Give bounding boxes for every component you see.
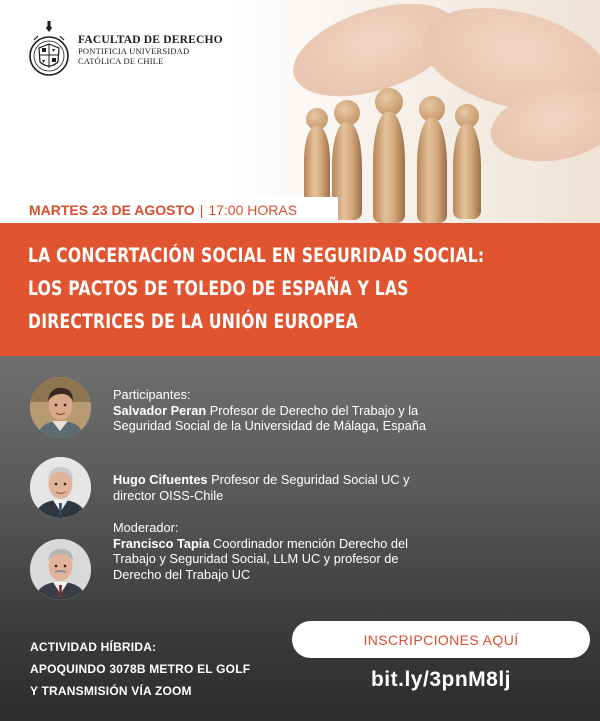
event-title-line: LA CONCERTACIÓN SOCIAL EN SEGURIDAD SOCIAL: [28,244,485,267]
wooden-figure [370,88,408,223]
speaker-name: Hugo Cifuentes [113,472,208,487]
activity-info [30,636,250,702]
speaker-description: Profesor de Seguridad Social UC y director OISS-Chile [113,472,410,503]
event-time: 17:00 HORAS [208,202,298,218]
activity-address: APOQUINDO 3078B METRO EL GOLF [30,662,251,676]
event-title-line: DIRECTRICES DE LA UNIÓN EUROPEA [28,310,359,333]
activity-streaming: Y TRANSMISIÓN VÍA ZOOM [30,684,192,698]
activity-type: ACTIVIDAD HÍBRIDA: [30,640,157,654]
hands-figures-photo [230,0,600,223]
speaker-photo [30,377,91,438]
registration-link[interactable]: bit.ly/3pnM8lj [370,668,511,691]
speaker-info [113,520,433,582]
speaker-name: Francisco Tapia [113,535,210,551]
speaker-info [113,472,433,503]
avatar [30,457,91,518]
event-date-bar [20,197,338,223]
speaker-description: Profesor de Derecho del Trabajo y la Seguridad Social de la Universidad de Málaga, España [113,402,427,433]
avatar [30,377,91,438]
wooden-figure [415,96,449,223]
event-date: MARTES 23 DE AGOSTO [29,202,195,218]
faculty-logo [28,20,223,80]
date-separator: | [199,202,204,218]
wooden-figure [452,104,482,219]
university-name-line2: CATÓLICA DE CHILE [78,56,164,66]
header-section [0,0,600,223]
speaker-photo [30,457,91,518]
speaker-photo [30,539,91,600]
role-label: Participantes: [113,387,191,402]
wooden-figure [303,108,331,203]
registration-button[interactable]: INSCRIPCIONES AQUÍ [292,621,590,658]
speaker-description: Coordinador mención Derecho del Trabajo y Seguridad Social, LLM UC y profesor de Derecho del Trabajo UC [113,535,408,582]
title-band [0,223,600,356]
role-label: Moderador: [113,520,179,535]
university-seal-icon [28,20,70,80]
speaker-name: Salvador Peran [113,402,207,418]
event-title [28,239,485,338]
event-title-line: LOS PACTOS DE TOLEDO DE ESPAÑA Y LAS [28,277,409,300]
university-name-line1: PONTIFICIA UNIVERSIDAD [78,46,190,56]
faculty-name: FACULTAD DE DERECHO [78,34,223,46]
avatar [30,539,91,600]
speaker-info [113,387,433,434]
